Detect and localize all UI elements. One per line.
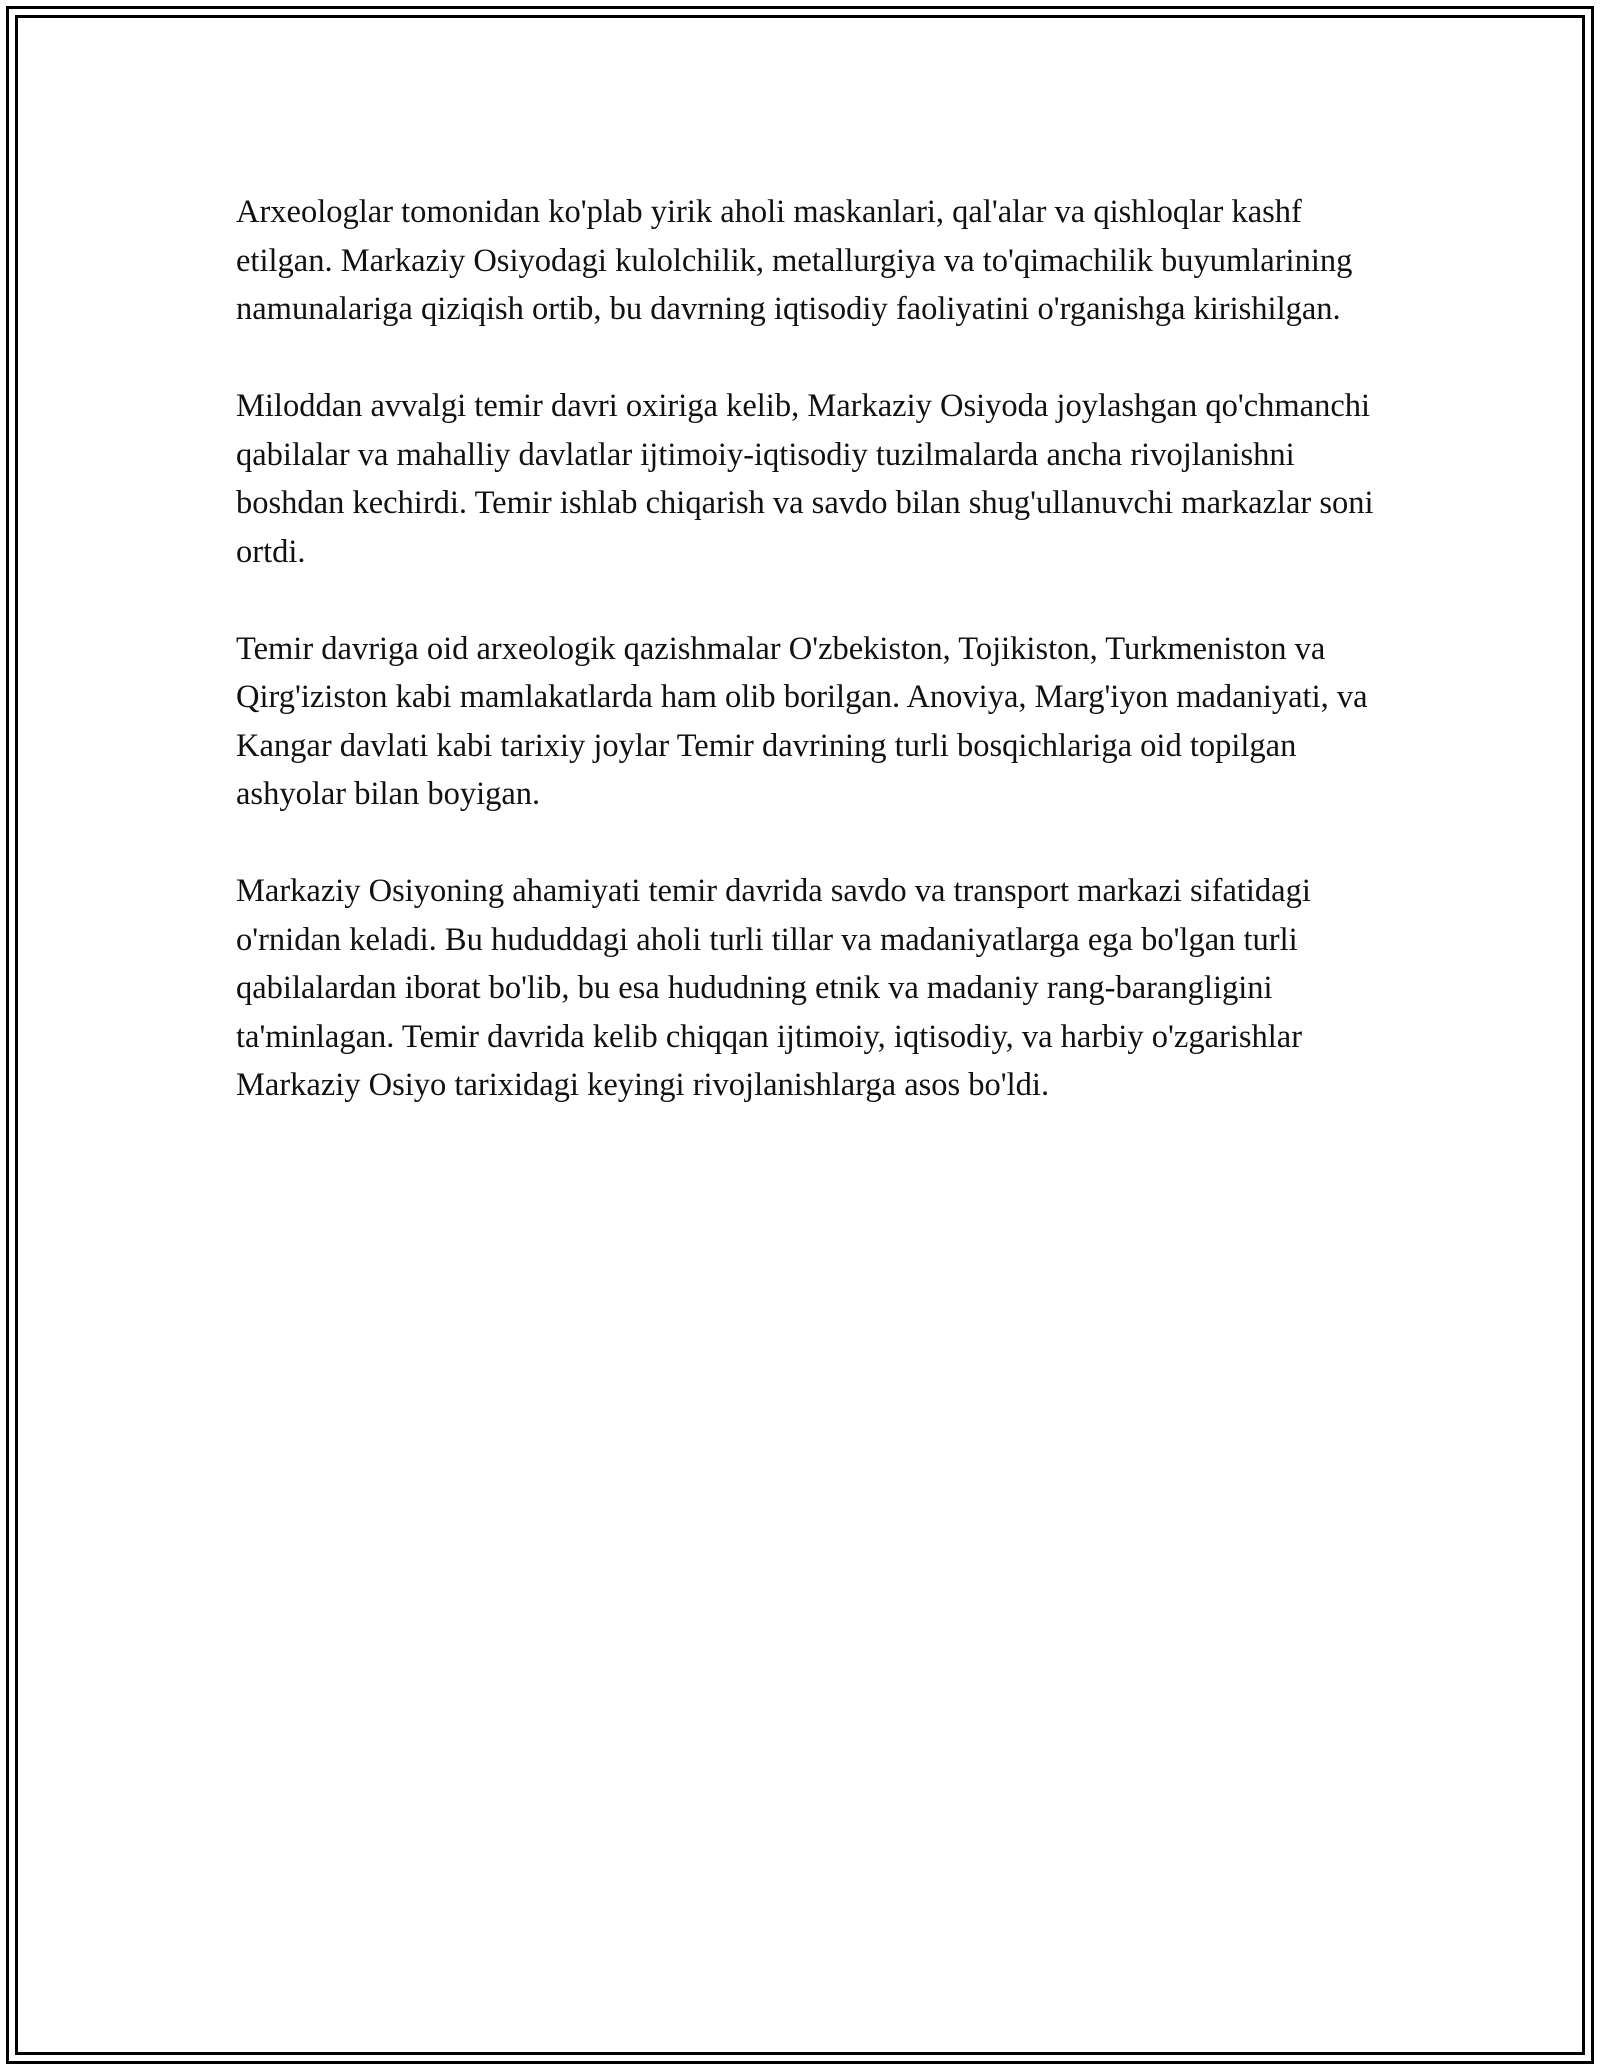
document-body xyxy=(236,188,1386,1110)
paragraph-2: Miloddan avvalgi temir davri oxiriga kelib, Markaziy Osiyoda joylashgan qo'chmanchi qabilalar va mahalliy davlatlar ijtimoiy-iqtisodiy tuzilmalarda ancha rivojlanishni boshdan kechirdi. Temir ishlab chiqarish va savdo bilan shug'ullanuvchi markazlar soni ortdi. xyxy=(236,388,1374,570)
paragraph-1: Arxeologlar tomonidan ko'plab yirik aholi maskanlari, qal'alar va qishloqlar kashf etilgan. Markaziy Osiyodagi kulolchilik, metallurgiya va to'qimachilik buyumlarining namunalariga qiziqish ortib, bu davrning iqtisodiy faoliyatini o'rganishga kirishilgan. xyxy=(236,194,1353,327)
paragraph-3: Temir davriga oid arxeologik qazishmalar O'zbekiston, Tojikiston, Turkmeniston va Qirg'iziston kabi mamlakatlarda ham olib borilgan. Anoviya, Marg'iyon madaniyati, va Kangar davlati kabi tarixiy joylar Temir davrining turli bosqichlariga oid topilgan ashyolar bilan boyigan. xyxy=(236,630,1368,812)
paragraph-4: Markaziy Osiyoning ahamiyati temir davrida savdo va transport markazi sifatidagi o'rnidan keladi. Bu hududdagi aholi turli tillar va madaniyatlarga ega bo'lgan turli qabilalardan iborat bo'lib, bu esa hududning etnik va madaniy rang-barangligini ta'minlagan. Temir davrida kelib chiqqan ijtimoiy, iqtisodiy, va harbiy o'zgarishlar Markaziy Osiyo tarixidagi keyingi rivojlanishlarga asos bo'ldi. xyxy=(236,873,1311,1103)
